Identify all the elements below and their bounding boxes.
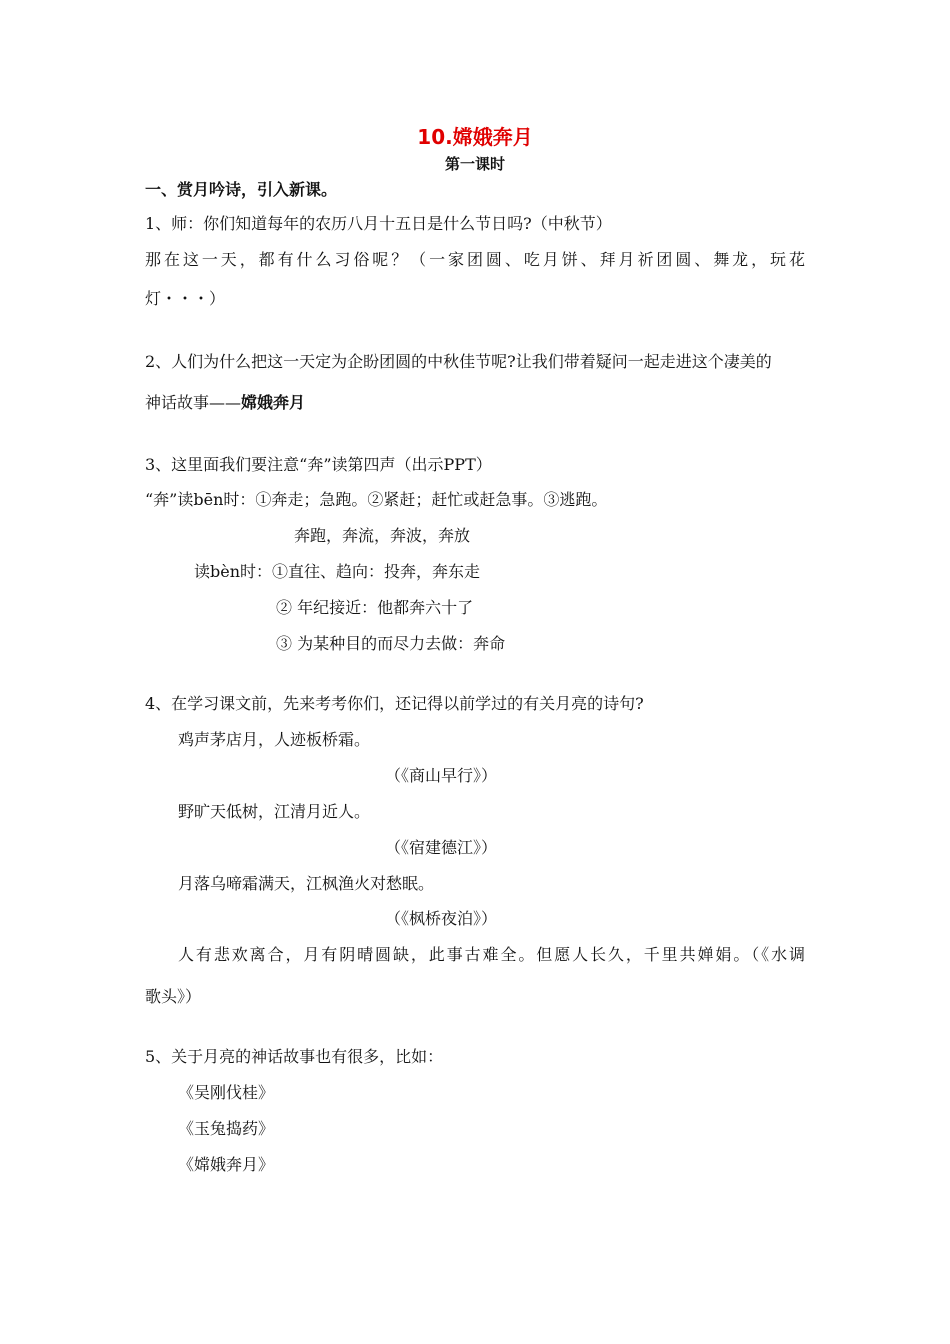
- section-heading: 一、赏月吟诗，引入新课。: [145, 180, 338, 199]
- poem-line-4: 人有悲欢离合，月有阴晴圆缺，此事古难全。但愿人长久，千里共婵娟。（《水调: [178, 945, 805, 964]
- paragraph-3: 3、这里面我们要注意“奔”读第四声（出示PPT）: [145, 455, 492, 474]
- paragraph-2-prefix: 神话故事——: [145, 393, 242, 412]
- story-item-1: 《吴刚伐桂》: [178, 1083, 275, 1102]
- ben-fourth-tone-a: 读bèn时：①直往、趋向：投奔，奔东走: [194, 562, 481, 581]
- poem-source-1: （《商山早行》）: [385, 766, 498, 785]
- poem-line-3: 月落乌啼霜满天，江枫渔火对愁眠。: [178, 874, 435, 893]
- ben-first-tone: “奔”读bēn时：①奔走；急跑。②紧赶；赶忙或赶急事。③逃跑。: [145, 490, 608, 509]
- paragraph-1b-line1: 那在这一天，都有什么习俗呢？（一家团圆、吃月饼、拜月祈团圆、舞龙，玩花: [145, 250, 805, 269]
- story-item-3: 《嫦娥奔月》: [178, 1155, 275, 1174]
- poem-source-3: （《枫桥夜泊》）: [385, 909, 498, 928]
- paragraph-1: 1、师：你们知道每年的农历八月十五日是什么节日吗?（中秋节）: [145, 214, 612, 233]
- story-item-2: 《玉兔捣药》: [178, 1119, 275, 1138]
- story-title-bold: 嫦娥奔月: [241, 393, 306, 412]
- paragraph-1b-line2: 灯・・・）: [145, 289, 226, 308]
- lesson-title: 10.嫦娥奔月: [417, 125, 533, 149]
- poem-line-4-cont: 歌头》）: [145, 987, 202, 1006]
- ben-first-tone-words: 奔跑，奔流，奔波，奔放: [294, 526, 471, 545]
- poem-line-2: 野旷天低树，江清月近人。: [178, 802, 371, 821]
- paragraph-2-line1: 2、人们为什么把这一天定为企盼团圆的中秋佳节呢?让我们带着疑问一起走进这个凄美的: [145, 352, 772, 371]
- paragraph-2-line2: [145, 393, 305, 413]
- poem-source-2: （《宿建德江》）: [385, 838, 498, 857]
- ben-fourth-tone-c: ③ 为某种目的而尽力去做：奔命: [276, 634, 506, 653]
- paragraph-5: 5、关于月亮的神话故事也有很多，比如：: [145, 1047, 444, 1066]
- poem-line-1: 鸡声茅店月，人迹板桥霜。: [178, 730, 371, 749]
- ben-fourth-tone-b: ② 年纪接近：他都奔六十了: [276, 598, 474, 617]
- paragraph-4: 4、在学习课文前，先来考考你们，还记得以前学过的有关月亮的诗句?: [145, 694, 644, 713]
- lesson-subtitle: 第一课时: [444, 155, 505, 173]
